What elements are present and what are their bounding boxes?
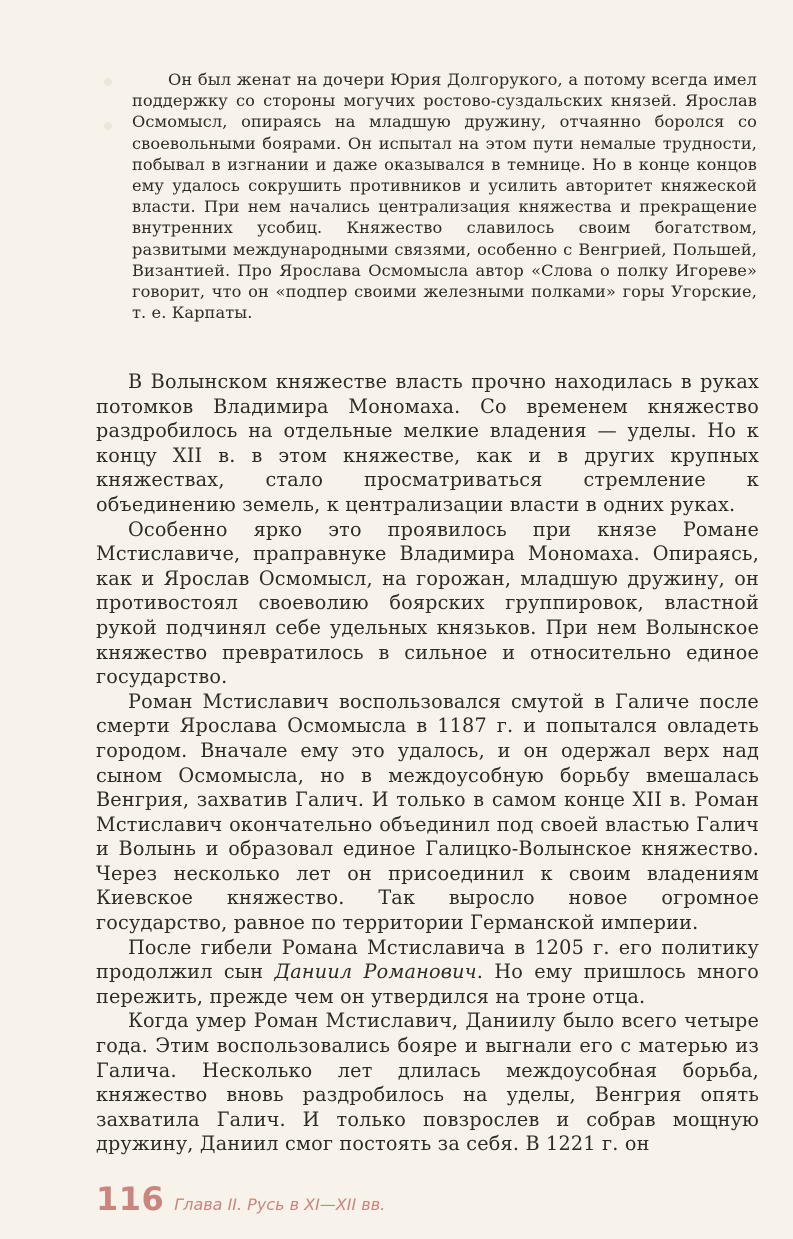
page-number: 116 bbox=[96, 1180, 165, 1218]
inset-paragraph: Он был женат на дочери Юрия Долгорукого, а потому всегда имел поддержку со стороны могучих ростово-суздальских князей. Ярослав Осмомысл, опираясь на младшую дружину, отчаянно боролся со своевольными боярами. Он испытал на этом пути немалые трудности, побывал в изгнании и даже оказывался в темнице. Но в конце концов ему удалось сокрушить противников и усилить авторитет княжеской власти. При нем начались централизация княжества и прекращение внутренних усобиц. Княжество славилось своим богатством, развитыми международными связями, особенно с Венгрией, Польшей, Византией. Про Ярослава Осмомысла автор «Слова о полку Игореве» говорит, что он «подпер своими железными полками» горы Угорские, т. е. Карпаты. bbox=[132, 70, 757, 323]
chapter-title: Глава II. Русь в XI—XII вв. bbox=[174, 1195, 386, 1214]
paragraph-daniil-after: . Но ему пришлось много пережить, прежде чем он утвердился на троне отца. bbox=[96, 960, 759, 1008]
daniil-name: Даниил Романович bbox=[274, 960, 477, 984]
paragraph-last: Когда умер Роман Мстиславич, Даниилу было всего четыре года. Этим воспользовались бояре и выгнали его с матерью из Галича. Несколько лет длилась междоусобная борьба, княжество вновь раздробилось на уделы, Венгрия опять захватила Галич. И только повзрослев и собрав мощную дружину, Даниил смог постоять за себя. В 1221 г. он bbox=[96, 1009, 759, 1156]
paragraph-daniil-before: После гибели Романа Мстиславича в 1205 г. его политику продолжил сын bbox=[96, 935, 759, 984]
margin-dot bbox=[104, 78, 112, 86]
paragraph-galich: Роман Мстиславич воспользовался смутой в Галиче после смерти Ярослава Осмомысла в 1187 г. и попытался овладеть городом. Вначале ему это удалось, и он одержал верх над сыном Осмомысла, но в междоусобную борьбу вмешалась Венгрия, захватив Галич. И только в самом конце XII в. Роман Мстиславич окончательно объединил под своей властью Галич и Волынь и образовал единое Галицко-Волынское княжество. Через несколько лет он присоединил к своим владениям Киевское княжество. Так выросло новое огромное государство, равное по территории Германской империи. bbox=[96, 689, 759, 935]
paragraph-roman: Особенно ярко это проявилось при князе Романе Мстиславиче, праправнуке Владимира Мономаха. Опираясь, как и Ярослав Осмомысл, на горожан, младшую дружину, он противостоял своеволию боярских группировок, властной рукой подчинял себе удельных князьков. При нем Волынское княжество превратилось в сильное и относительно единое государство. bbox=[96, 517, 759, 689]
paragraph-volyn: В Волынском княжестве власть прочно находилась в руках потомков Владимира Мономаха. Со временем княжество раздробилось на отдельные мелкие владения — уделы. Но к концу XII в. в этом княжестве, как и в других крупных княжествах, стало просматриваться стремление к объединению земель, к централизации власти в одних руках. bbox=[96, 370, 759, 516]
page-footer bbox=[96, 1180, 385, 1220]
main-text bbox=[96, 370, 759, 1157]
margin-dot bbox=[104, 122, 112, 130]
paragraph-daniil bbox=[96, 936, 759, 1010]
